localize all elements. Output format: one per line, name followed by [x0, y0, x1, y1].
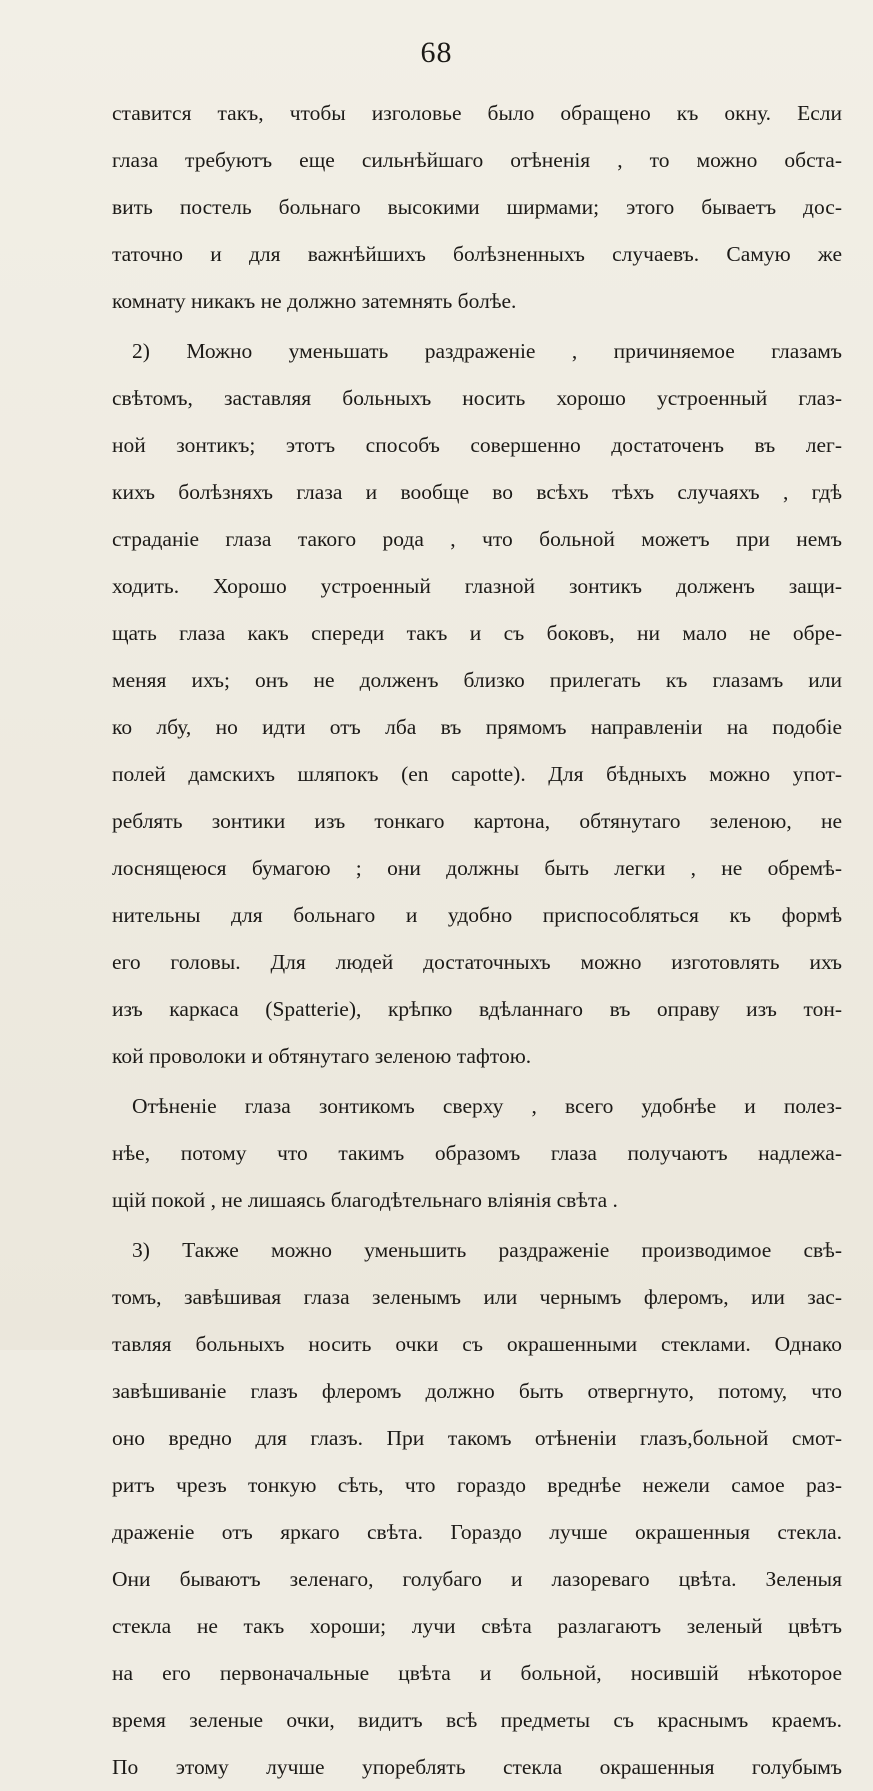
text-line: его головы. Для людей достаточныхъ можно изготовлять ихъ [112, 950, 842, 974]
text-line: страданіе глаза такого рода , что больной можетъ при немъ [112, 527, 842, 551]
text-line: 2) Можно уменьшать раздраженіе , причиняемое глазамъ [132, 339, 842, 363]
text-line: щій покой , не лишаясь благодѣтельнаго вліянія свѣта . [112, 1188, 618, 1212]
text-line: томъ, завѣшивая глаза зеленымъ или чернымъ флеромъ, или зас- [112, 1285, 842, 1309]
text-line: По этому лучше упореблять стекла окрашенныя голубымъ [112, 1755, 842, 1779]
text-line: 3) Также можно уменьшить раздраженіе производимое свѣ- [132, 1238, 842, 1262]
paragraph [112, 328, 842, 1080]
text-line: Отѣненіе глаза зонтикомъ сверху , всего удобнѣе и полез- [132, 1094, 842, 1118]
text-line: глаза требуютъ еще сильнѣйшаго отѣненія , то можно обста- [112, 148, 842, 172]
text-line: полей дамскихъ шляпокъ (en capotte). Для бѣдныхъ можно упот- [112, 762, 842, 786]
paragraph [112, 90, 842, 325]
paragraph [112, 1083, 842, 1224]
page-number: 68 [420, 36, 453, 69]
text-line: вить постель больнаго высокими ширмами; этого бываетъ дос- [112, 195, 842, 219]
text-line: время зеленые очки, видитъ всѣ предметы съ краснымъ краемъ. [112, 1708, 842, 1732]
text-line: реблять зонтики изъ тонкаго картона, обтянутаго зеленою, не [112, 809, 842, 833]
text-line: завѣшиваніе глазъ флеромъ должно быть отвергнуто, потому, что [112, 1379, 842, 1403]
text-line: ко лбу, но идти отъ лба въ прямомъ направленіи на подобіе [112, 715, 842, 739]
text-line: нительны для больнаго и удобно приспособляться къ формѣ [112, 903, 842, 927]
text-line: ставится такъ, чтобы изголовье было обращено къ окну. Если [112, 101, 842, 125]
text-line: кой проволоки и обтянутаго зеленою тафтою. [112, 1044, 532, 1068]
text-line: ной зонтикъ; этотъ способъ совершенно достаточенъ въ лег- [112, 433, 842, 457]
text-line: меняя ихъ; онъ не долженъ близко прилегать къ глазамъ или [112, 668, 842, 692]
text-line: ходить. Хорошо устроенный глазной зонтикъ долженъ защи- [112, 574, 842, 598]
text-line: драженіе отъ яркаго свѣта. Гораздо лучше окрашенныя стекла. [112, 1520, 842, 1544]
text-line: нѣе, потому что такимъ образомъ глаза получаютъ надлежа- [112, 1141, 842, 1165]
text-line: оно вредно для глазъ. При такомъ отѣненіи глазъ,больной смот- [112, 1426, 842, 1450]
text-line: таточно и для важнѣйшихъ болѣзненныхъ случаевъ. Самую же [112, 242, 842, 266]
text-line: стекла не такъ хороши; лучи свѣта разлагаютъ зеленый цвѣтъ [112, 1614, 842, 1638]
text-line: щать глаза какъ спереди такъ и съ боковъ, ни мало не обре- [112, 621, 842, 645]
text-line: кихъ болѣзняхъ глаза и вообще во всѣхъ тѣхъ случаяхъ , гдѣ [112, 480, 842, 504]
text-line: лоснящеюся бумагою ; они должны быть легки , не обремѣ- [112, 856, 842, 880]
text-line: ритъ чрезъ тонкую сѣть, что гораздо вреднѣе нежели самое раз- [112, 1473, 842, 1497]
paragraph [112, 1227, 842, 1791]
text-line: комнату никакъ не должно затемнять болѣе. [112, 289, 517, 313]
text-line: свѣтомъ, заставляя больныхъ носить хорошо устроенный глаз- [112, 386, 842, 410]
body-text [112, 90, 842, 1791]
text-line: на его первоначальные цвѣта и больной, носившій нѣкоторое [112, 1661, 842, 1685]
text-line: Они бываютъ зеленаго, голубаго и лазореваго цвѣта. Зеленыя [112, 1567, 842, 1591]
text-line: изъ каркаса (Spatterie), крѣпко вдѣланнаго въ оправу изъ тон- [112, 997, 842, 1021]
text-line: тавляя больныхъ носить очки съ окрашенными стеклами. Однако [112, 1332, 842, 1356]
